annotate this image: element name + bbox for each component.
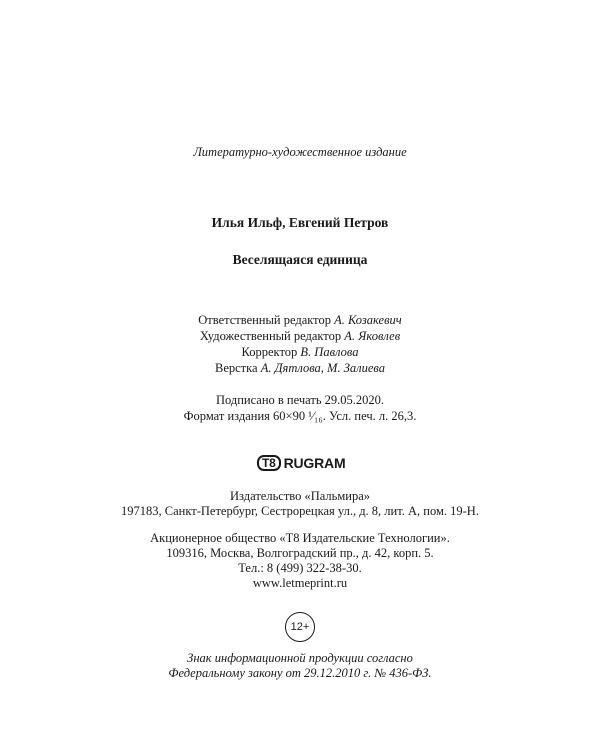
credit-line [0,328,600,344]
publisher-name: Издательство «Пальмира» [230,489,370,503]
credit-name: В. Павлова [300,345,359,359]
notice-line: Знак информационной продукции согласно [187,651,413,665]
credit-name: А. Дятлова, М. Залиева [260,361,385,375]
credit-role: Корректор [241,345,298,359]
credit-line [0,344,600,360]
credit-role: Верстка [214,361,258,375]
credit-name: А. Яковлев [344,329,401,343]
credit-role: Ответственный редактор [198,313,331,327]
company-site[interactable]: www.letmeprint.ru [252,576,348,590]
print-format: Формат издания 60×90 ¹⁄₁₆. Усл. печ. л. 26,3. [183,409,417,423]
book-title: Веселящаяся единица [232,252,368,267]
credit-role: Художественный редактор [199,329,342,343]
notice-line: Федеральному закону от 29.12.2010 г. № 436-ФЗ. [168,666,432,680]
credit-line [0,360,600,376]
logo-word: RUGRAM [283,455,346,471]
rugram-logo [257,455,345,471]
logo-mark: T8 [257,455,281,471]
company-address: 109316, Москва, Волгоградский пр., д. 42, корп. 5. [166,546,434,560]
credit-line [0,312,600,328]
publisher-address: 197183, Санкт-Петербург, Сестрорецкая ул., д. 8, лит. А, пом. 19-Н. [121,504,479,518]
credit-name: А. Козакевич [334,313,402,327]
company-phone: Тел.: 8 (499) 322-38-30. [238,561,362,575]
age-rating-badge: 12+ [285,612,315,642]
edition-type: Литературно-художественное издание [193,145,407,159]
company-name: Акционерное общество «Т8 Издательские Технологии». [150,531,450,545]
authors: Илья Ильф, Евгений Петров [211,215,389,230]
print-signed: Подписано в печать 29.05.2020. [215,393,385,407]
